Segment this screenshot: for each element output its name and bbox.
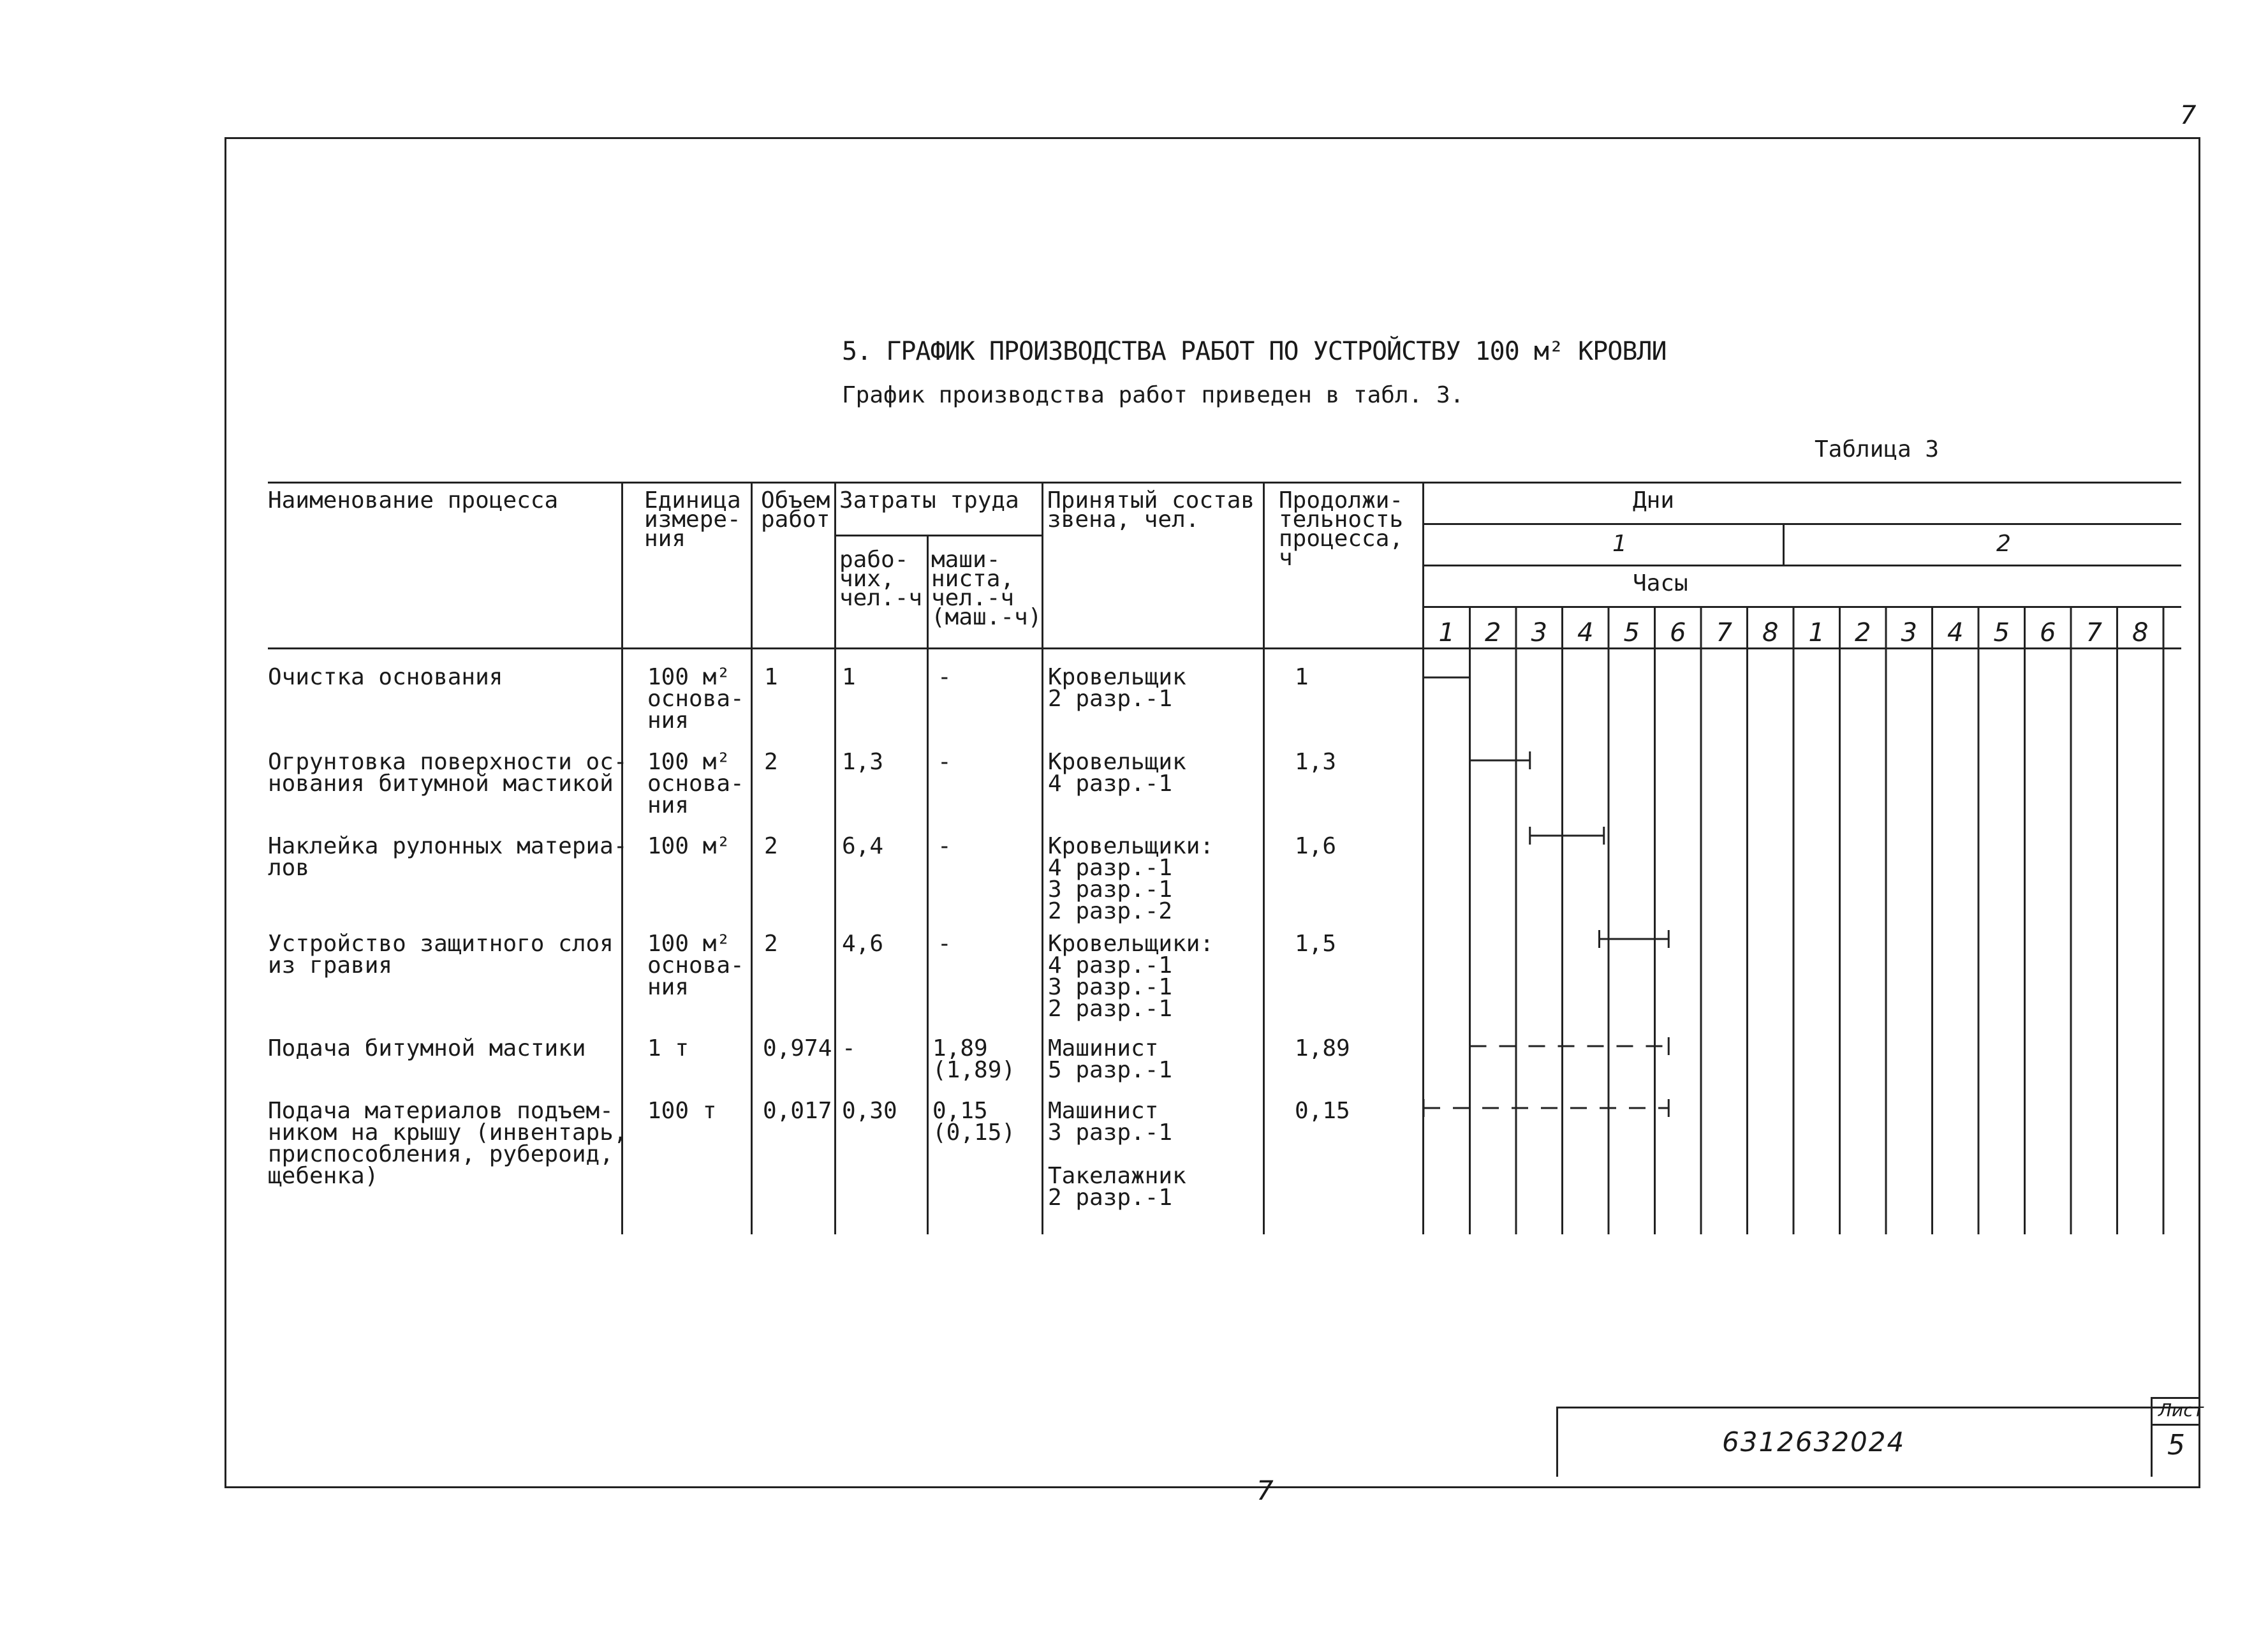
row-process: Огрунтовка поверхности ос- нования битумной мастикой — [268, 749, 628, 797]
hour-label: 3 — [1901, 618, 1917, 647]
header-workers: рабо- чих, чел.-ч — [839, 547, 923, 611]
row-duration: 1,6 — [1295, 833, 1337, 859]
header-labor: Затраты труда — [839, 487, 1019, 514]
row-workers: 0,30 — [842, 1098, 897, 1124]
row-volume: 2 — [764, 931, 778, 957]
row-crew: Машинист 5 разр.-1 — [1048, 1035, 1173, 1083]
hour-label: 6 — [1670, 618, 1686, 647]
hour-label: 8 — [2132, 618, 2149, 647]
page-corner-number: 7 — [2180, 101, 2197, 130]
row-machinists: 0,15 (0,15) — [932, 1098, 1016, 1146]
hour-label: 1 — [1438, 618, 1455, 647]
row-process: Наклейка рулонных материа- лов — [268, 833, 628, 881]
row-machinists: - — [938, 749, 952, 775]
stamp-sheet-top — [2151, 1397, 2200, 1399]
header-days: Дни — [1633, 487, 1675, 514]
hour-label: 2 — [1485, 618, 1501, 647]
hour-label: 5 — [1993, 618, 2010, 647]
header-machinists: маши- ниста, чел.-ч (маш.-ч) — [931, 547, 1042, 630]
header-process: Наименование процесса — [268, 487, 559, 514]
row-machinists: 1,89 (1,89) — [932, 1035, 1016, 1083]
header-crew: Принятый состав звена, чел. — [1047, 487, 1255, 533]
row-process: Устройство защитного слоя из гравия — [268, 931, 614, 979]
hour-label: 4 — [1947, 618, 1964, 647]
row-volume: 1 — [764, 664, 778, 690]
row-crew: Кровельщики: 4 разр.-1 3 разр.-1 2 разр.-2 — [1048, 833, 1214, 924]
sheet-number: 5 — [2167, 1429, 2185, 1461]
section-title: 5. ГРАФИК ПРОИЗВОДСТВА РАБОТ ПО УСТРОЙСТВУ 100 м² КРОВЛИ — [842, 337, 1667, 366]
row-volume: 2 — [764, 749, 778, 775]
row-unit: 100 т — [647, 1098, 717, 1124]
header-hours: Часы — [1633, 570, 1688, 596]
row-duration: 0,15 — [1295, 1098, 1350, 1124]
row-workers: 4,6 — [842, 931, 884, 957]
row-process: Подача материалов подъем- ником на крышу (инвентарь, приспособления, рубероид, щебенка) — [268, 1098, 628, 1189]
row-unit: 1 т — [647, 1035, 689, 1061]
hour-label: 3 — [1531, 618, 1547, 647]
hour-label: 5 — [1623, 618, 1640, 647]
header-unit: Единица измере- ния — [644, 487, 741, 552]
stamp-top-rule — [1556, 1407, 2200, 1408]
hour-label: 1 — [1808, 618, 1825, 647]
row-machinists: - — [938, 931, 952, 957]
row-duration: 1,89 — [1295, 1035, 1350, 1061]
row-duration: 1,5 — [1295, 931, 1337, 957]
row-workers: - — [842, 1035, 856, 1061]
row-unit: 100 м² основа- ния — [647, 664, 744, 734]
sheet-label: Лист — [2158, 1400, 2204, 1421]
row-crew: Кровельщик 4 разр.-1 — [1048, 749, 1186, 797]
doc-code: 6312632024 — [1722, 1426, 1906, 1458]
row-duration: 1,3 — [1295, 749, 1337, 775]
header-duration: Продолжи- тельность процесса, ч — [1279, 487, 1404, 571]
row-workers: 1,3 — [842, 749, 884, 775]
row-workers: 1 — [842, 664, 856, 690]
hour-label: 7 — [1716, 618, 1732, 647]
row-duration: 1 — [1295, 664, 1309, 690]
row-machinists: - — [938, 833, 952, 859]
day-label-2: 2 — [1996, 531, 2011, 557]
row-process: Очистка основания — [268, 664, 503, 690]
hour-label: 7 — [2086, 618, 2102, 647]
row-volume: 0,974 — [763, 1035, 832, 1061]
row-process: Подача битумной мастики — [268, 1035, 586, 1061]
row-unit: 100 м² — [647, 833, 731, 859]
row-unit: 100 м² основа- ния — [647, 749, 744, 818]
row-unit: 100 м² основа- ния — [647, 931, 744, 1000]
stamp-sheet-mid — [2151, 1424, 2200, 1426]
row-machinists: - — [938, 664, 952, 690]
hour-label: 8 — [1762, 618, 1779, 647]
row-crew: Кровельщики: 4 разр.-1 3 разр.-1 2 разр.-1 — [1048, 931, 1214, 1022]
row-volume: 0,017 — [763, 1098, 832, 1124]
row-crew: Кровельщик 2 разр.-1 — [1048, 664, 1186, 712]
hour-label: 4 — [1577, 618, 1594, 647]
row-crew: Машинист 3 разр.-1 Такелажник 2 разр.-1 — [1048, 1098, 1186, 1211]
stamp-sheet-divider — [2151, 1397, 2153, 1477]
page-bottom-number: 7 — [1256, 1475, 1274, 1506]
hour-label: 2 — [1855, 618, 1871, 647]
table-label: Таблица 3 — [1815, 436, 1940, 462]
row-workers: 6,4 — [842, 833, 884, 859]
header-volume: Объем работ — [761, 487, 830, 533]
row-volume: 2 — [764, 833, 778, 859]
hour-label: 6 — [2040, 618, 2056, 647]
day-label-1: 1 — [1612, 531, 1627, 557]
intro-text: График производства работ приведен в табл. 3. — [842, 382, 1464, 408]
stamp-left-rule — [1556, 1407, 1558, 1477]
